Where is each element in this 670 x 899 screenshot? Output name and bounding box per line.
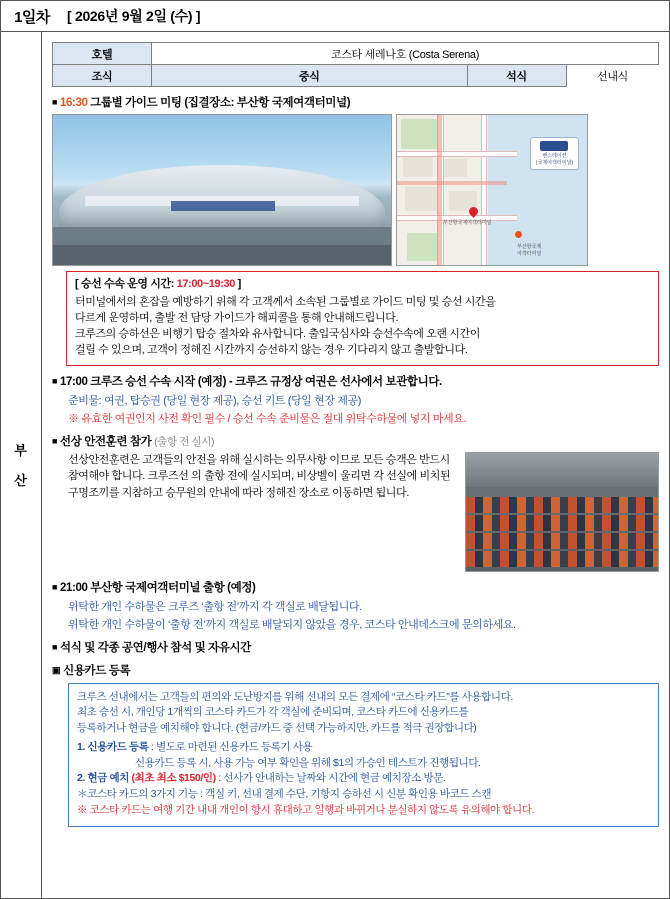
info-table: [52, 42, 659, 87]
departure-line-1: 위탁한 개인 수하물은 크루즈 ‘출항 전’까지 각 객실로 배달됩니다.: [68, 600, 362, 613]
boarding-title-pre: [ 승선 수속 운영 시간:: [75, 278, 177, 290]
page-header: [1, 1, 669, 32]
credit-card-line-2: 최초 승선 시, 개인당 1개씩의 코스타 카드가 각 객실에 준비되며, 코스타 카드에 신용카드를: [77, 706, 469, 719]
credit-card-line-1: 크루즈 선내에서는 고객들의 편의와 도난방지를 위해 선내의 모든 결제에 “코스타 카드”를 사용합니다.: [77, 690, 513, 703]
safety-drill-row: [52, 452, 659, 572]
date-label: [ 2026년 9월 2일 (수) ]: [67, 8, 201, 24]
rail-line-1: 부: [14, 442, 28, 458]
credit-card-item-3: ＊코스타 카드의 3가지 기능 : 객실 키, 선내 결제 수단, 기항지 승하선 시 신분 확인용 바코드 스캔: [77, 788, 492, 801]
section-credit-card: [52, 662, 659, 678]
region-rail: [1, 32, 42, 899]
square-bullet-icon: ■: [52, 435, 58, 446]
credit-card-item-2-num: 2. 현금 예치: [77, 772, 129, 785]
credit-card-title: 신용카드 등록: [63, 664, 131, 677]
safety-drill-note: (출항 전 실시): [154, 435, 215, 448]
departure-line-2: 위탁한 개인 수하물이 ‘출항 전’까지 객실로 배달되지 않았을 경우, 코스타 안내데스크에 문의하세요.: [68, 618, 516, 631]
section-boarding-start: [52, 373, 659, 389]
rail-line-2: 산: [14, 472, 28, 488]
credit-card-item-2: [77, 771, 650, 787]
square-bullet-icon: ■: [52, 375, 58, 386]
credit-card-item-1-num: 1. 신용카드 등록: [77, 740, 149, 753]
square-bullet-icon: ■: [52, 641, 58, 652]
square-bullet-icon: ■: [52, 581, 58, 592]
dinner-label: 석식: [467, 65, 566, 87]
credit-card-item-2-amount: (최초 최소 $150/인): [131, 772, 216, 785]
section-free-time: [52, 639, 659, 655]
guide-meeting-time: 16:30: [60, 97, 88, 109]
photo-row: [52, 114, 659, 266]
safety-drill-body: 선상안전훈련은 고객들의 안전을 위해 실시하는 의무사항 이므로 모든 승객은 반드시 참여해야 합니다. 크루즈선 의 출항 전에 실시되며, 비상벨이 울리면 각 선실에 비치된 구명조끼를 지참하고 승무원의 안내에 따라 정해진 장소로 이동하면 됩니다.: [68, 453, 451, 499]
breakfast-label: 조식: [53, 65, 152, 87]
dinner-value: 선내식: [566, 65, 659, 87]
safety-drill-title: 선상 안전훈련 참가: [60, 435, 152, 448]
credit-card-box: [68, 683, 659, 827]
departure-title: 21:00 부산항 국제여객터미널 출항 (예정): [60, 581, 256, 594]
content-area: [42, 32, 669, 899]
day-label: 1일차: [14, 8, 50, 26]
boarding-line-3: 크루즈의 승하선은 비행기 탑승 절차와 유사합니다. 출입국심사와 승선수속에 오랜 시간이: [75, 327, 480, 340]
free-time-title: 석식 및 각종 공연/행사 참석 및 자유시간: [60, 641, 251, 654]
section-safety-drill: [52, 433, 659, 449]
terminal-photo: [52, 114, 392, 266]
lunch-label: 중식: [152, 65, 468, 87]
credit-card-line-3: 등록하거나 현금을 예치해야 합니다. (현금/카드 중 선택 가능하지만, 카드를 적극 권장합니다): [77, 722, 477, 735]
boarding-line-2: 다르게 운영하며, 출발 전 담당 가이드가 해피콜을 통해 안내해드립니다.: [75, 311, 399, 324]
section-departure: [52, 579, 659, 595]
hotel-value: 코스타 세레나호 (Costa Serena): [152, 43, 659, 65]
map-marker-icon: [515, 231, 522, 238]
boarding-prep-line: 준비물: 여권, 탑승권 (당일 현장 제공), 승선 키트 (당일 현장 제공): [68, 394, 362, 407]
boarding-title-post: ]: [234, 278, 241, 290]
safety-drill-photo: [465, 452, 659, 572]
credit-card-item-1-text: : 별도로 마련된 신용카드 등록기 사용: [148, 740, 313, 753]
map-callout: 벤스테이션 (국제여객터미널): [530, 137, 579, 170]
location-map: 벤스테이션 (국제여객터미널) 부산항국제여객터미널 부산항국제 여객터미널: [396, 114, 588, 266]
credit-card-item-2-text: : 선사가 안내하는 날짜와 시간에 현금 예치장소 방문.: [215, 772, 446, 785]
hotel-label: 호텔: [53, 43, 152, 65]
square-bullet-icon: ■: [52, 97, 58, 107]
table-row: [53, 65, 659, 87]
boarding-hours-box: [66, 271, 659, 366]
credit-card-item-4: ※ 코스타 카드는 여행 기간 내내 개인이 항시 휴대하고 일행과 바뀌거나 분실하지 않도록 유의해야 합니다.: [77, 803, 535, 816]
boarding-box-title: [75, 277, 650, 293]
credit-card-item-1: [77, 740, 650, 772]
table-row: [53, 43, 659, 65]
credit-card-item-1-sub: 신용카드 등록 시, 사용 가능 여부 확인을 위해 $1의 가승인 테스트가 진행됩니다.: [135, 756, 481, 769]
boarding-line-4: 걸릴 수 있으며, 고객이 정해진 시간까지 승선하지 않는 경우 기다리지 않고 출발합니다.: [75, 343, 468, 356]
boarding-hours: 17:00~19:30: [176, 278, 235, 290]
square-outline-bullet-icon: ▣: [52, 664, 61, 675]
section-guide-meeting-title: [52, 94, 659, 110]
boarding-line-1: 터미널에서의 혼잡을 예방하기 위해 각 고객께서 소속된 그룹별로 가이드 미팅 및 승선 시간을: [75, 295, 496, 308]
guide-meeting-title: 그룹별 가이드 미팅 (집결장소: 부산항 국제여객터미널): [90, 97, 351, 109]
boarding-warning-line: ※ 유효한 여권인지 사전 확인 필수 / 승선 수속 준비물은 절대 위탁수하물에 넣지 마세요.: [68, 412, 467, 425]
boarding-start-title: 17:00 크루즈 승선 수속 시작 (예정) - 크루즈 규정상 여권은 선사에서 보관합니다.: [60, 375, 442, 388]
